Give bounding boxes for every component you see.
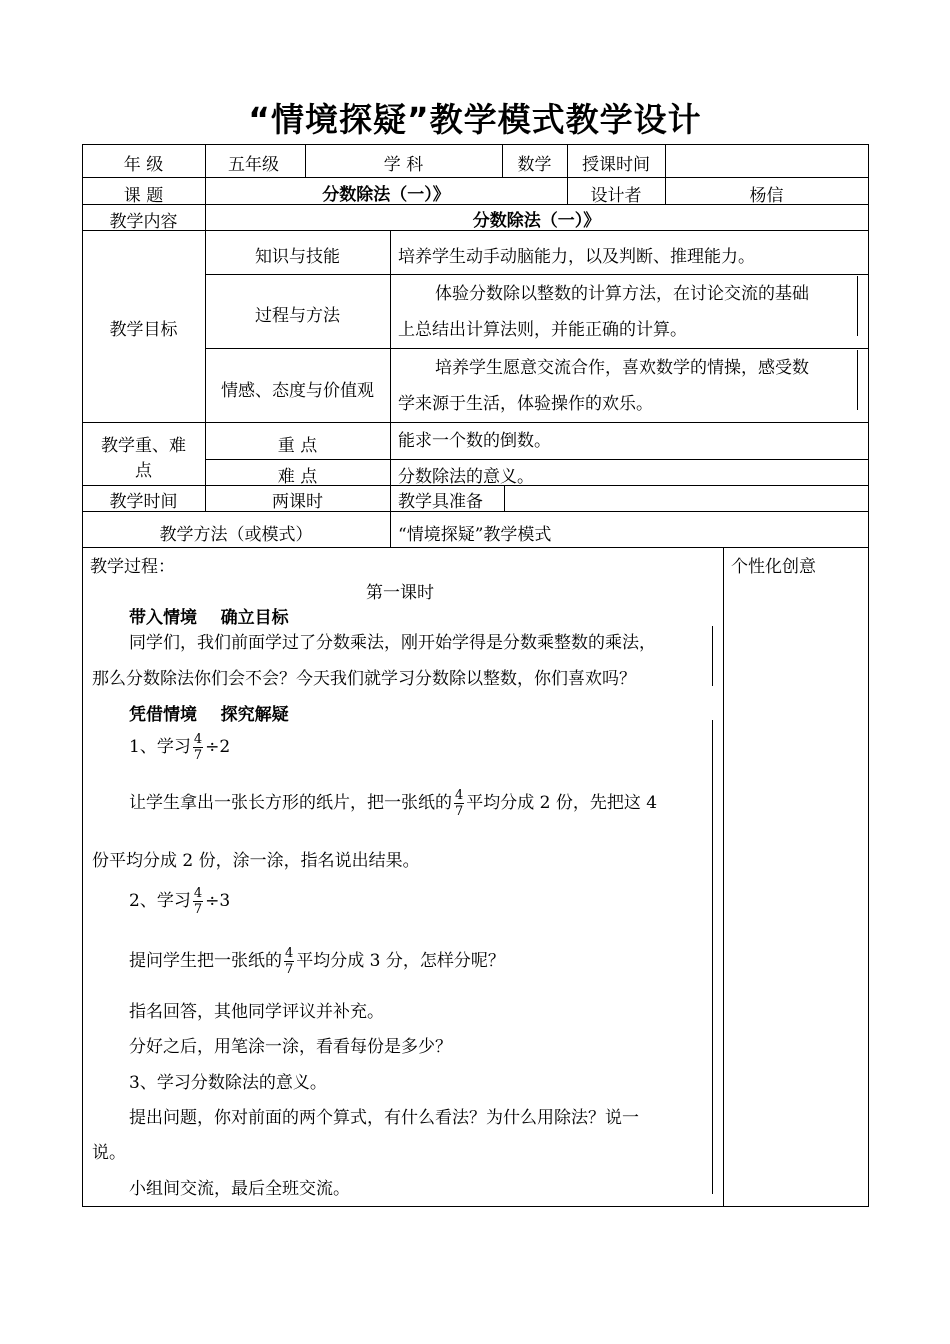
item1-desc-line2: 份平均分成 2 份，涂一涂，指名说出结果。	[92, 851, 420, 871]
process-label: 教学过程：	[90, 557, 175, 577]
fraction-4-7: $\frac{4}{7}$	[285, 946, 294, 977]
question-line1: 提出问题，你对前面的两个算式，有什么看法？为什么用除法？说一	[129, 1108, 639, 1128]
goal-process-line2: 上总结出计算法则，并能正确的计算。	[398, 320, 687, 340]
goals-label: 教学目标	[109, 320, 178, 340]
goal-emotion-line1: 培养学生愿意交流合作，喜欢数学的情操，感受数	[435, 358, 809, 378]
item2-suffix: ÷3	[205, 891, 231, 911]
last-line: 小组间交流，最后全班交流。	[129, 1179, 350, 1199]
item1-prefix: 1、学习	[129, 737, 191, 757]
teaching-time-value: 两课时	[272, 492, 323, 512]
page-title: “情境探疑”教学模式教学设计	[248, 100, 702, 139]
intro-line1: 同学们，我们前面学过了分数乘法，刚开始学得是分数乘整数的乘法，	[129, 633, 656, 653]
grade-value: 五年级	[228, 155, 279, 175]
goal-emotion-label: 情感、态度与价值观	[221, 381, 374, 401]
goal-emotion-line2: 学来源于生活，体验操作的欢乐。	[398, 394, 653, 414]
answer-line: 指名回答，其他同学评议并补充。	[129, 1002, 384, 1022]
intro-line2: 那么分数除法你们会不会？今天我们就学习分数除以整数，你们喜欢吗？	[92, 669, 636, 689]
topic-value: 分数除法（一）》	[322, 185, 450, 205]
item1-suffix: ÷2	[205, 737, 231, 757]
item1-desc-line1: 让学生拿出一张长方形的纸片，把一张纸的 $\frac{4}{7}$ 平均分成 2 份，先把这 4	[129, 788, 658, 819]
method-value: “情境探疑”教学模式	[398, 525, 552, 545]
goal-knowledge-label: 知识与技能	[255, 247, 340, 267]
key-point-label: 重 点	[277, 436, 318, 456]
keypoints-label-line1: 教学重、难	[101, 436, 186, 456]
section-heading-2: 凭借情境 探究解疑	[129, 705, 289, 725]
question-line2: 说。	[92, 1143, 126, 1163]
fraction-4-7: $\frac{4}{7}$	[193, 732, 203, 763]
content-label: 教学内容	[109, 212, 178, 232]
goal-process-line1: 体验分数除以整数的计算方法，在讨论交流的基础	[435, 284, 809, 304]
goal-knowledge-text: 培养学生动手动脑能力，以及判断、推理能力。	[398, 247, 755, 267]
key-point-value: 能求一个数的倒数。	[398, 431, 551, 451]
grade-label: 年 级	[123, 155, 164, 175]
subject-label: 学 科	[383, 155, 424, 175]
designer-label: 设计者	[590, 186, 642, 206]
subject-value: 数学	[517, 155, 552, 175]
item1-line	[129, 726, 230, 768]
item2-desc: 提问学生把一张纸的 $\frac{4}{7}$ 平均分成 3 分，怎样分呢？	[129, 946, 505, 977]
topic-label: 课 题	[123, 186, 164, 206]
creative-label: 个性化创意	[731, 557, 816, 577]
goal-process-label: 过程与方法	[255, 306, 340, 326]
item2-prefix: 2、学习	[129, 891, 191, 911]
difficulty-label: 难 点	[277, 467, 318, 487]
designer-value: 杨信	[749, 186, 784, 206]
content-value: 分数除法（一）》	[472, 211, 601, 231]
time-label: 授课时间	[582, 155, 650, 175]
lesson-number: 第一课时	[366, 583, 434, 603]
fraction-4-7: $\frac{4}{7}$	[455, 788, 464, 819]
difficulty-value: 分数除法的意义。	[398, 467, 534, 487]
fraction-4-7: $\frac{4}{7}$	[193, 886, 203, 917]
color-line: 分好之后，用笔涂一涂，看看每份是多少？	[129, 1037, 452, 1057]
item3-line: 3、学习分数除法的意义。	[129, 1073, 327, 1093]
method-label: 教学方法（或模式）	[159, 525, 313, 545]
item2-line	[129, 880, 230, 922]
keypoints-label-line2: 点	[135, 461, 152, 481]
tools-label: 教学具准备	[398, 492, 483, 512]
teaching-time-label: 教学时间	[109, 492, 178, 512]
section-heading-1: 带入情境 确立目标	[129, 608, 289, 628]
